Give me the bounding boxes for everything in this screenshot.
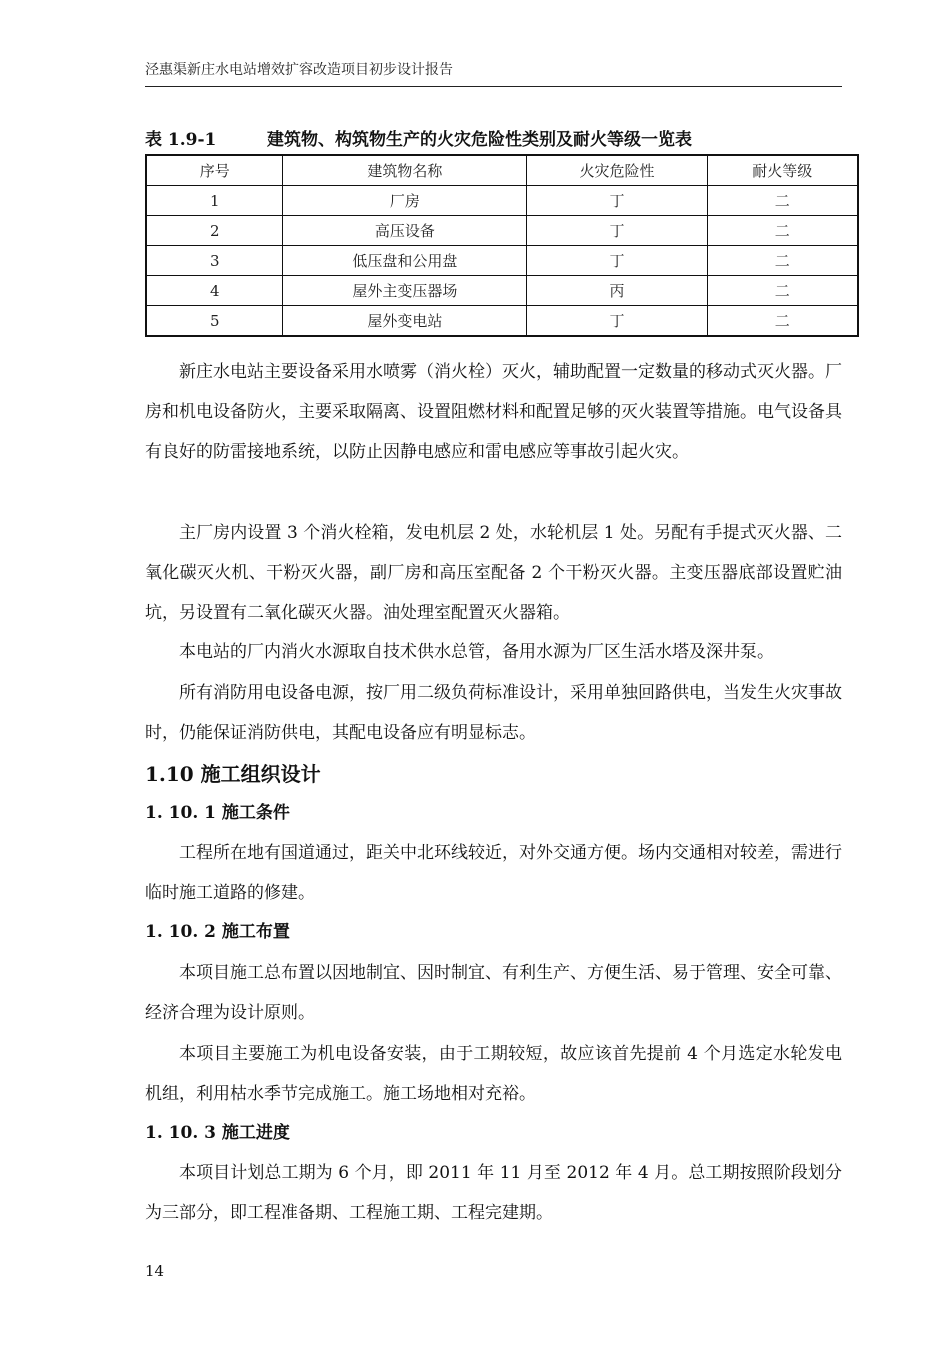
- subsection-heading-1-10-3: 1. 10. 3 施工进度: [145, 1123, 290, 1143]
- column-header: 耐火等级: [707, 155, 858, 186]
- table-cell: 二: [707, 216, 858, 246]
- table-cell: 5: [146, 306, 283, 337]
- table-cell: 二: [707, 306, 858, 337]
- table-cell: 屋外主变压器场: [283, 276, 527, 306]
- table-cell: 二: [707, 186, 858, 216]
- table-row: [146, 216, 858, 246]
- table-caption-title: 建筑物、构筑物生产的火灾危险性类别及耐火等级一览表: [267, 130, 692, 150]
- column-header: 火灾危险性: [527, 155, 707, 186]
- table-row: [146, 186, 858, 216]
- paragraph-construction-conditions: 工程所在地有国道通过，距关中北环线较近，对外交通方便。场内交通相对较差，需进行临时施工道路的修建。: [145, 843, 842, 903]
- table-cell: 屋外变电站: [283, 306, 527, 337]
- table-cell: 2: [146, 216, 283, 246]
- page-number: 14: [145, 1262, 165, 1280]
- subsection-heading-1-10-2: 1. 10. 2 施工布置: [145, 922, 290, 942]
- paragraph-schedule: 本项目计划总工期为 6 个月，即 2011 年 11 月至 2012 年 4 月。总工期按照阶段划分为三部分，即工程准备期、工程施工期、工程完建期。: [145, 1163, 842, 1223]
- table-cell: 丁: [527, 306, 707, 337]
- table-cell: 低压盘和公用盘: [283, 246, 527, 276]
- table-cell: 4: [146, 276, 283, 306]
- column-header: 建筑物名称: [283, 155, 527, 186]
- table-row: [146, 246, 858, 276]
- running-header: 泾惠渠新庄水电站增效扩容改造项目初步设计报告: [145, 62, 453, 78]
- table-cell: 丙: [527, 276, 707, 306]
- table-cell: 丁: [527, 186, 707, 216]
- table-cell: 3: [146, 246, 283, 276]
- table-caption: [145, 128, 842, 152]
- table-caption-number: 表 1.9-1: [145, 130, 217, 150]
- fire-hazard-table: [145, 154, 859, 337]
- table-cell: 丁: [527, 216, 707, 246]
- table-cell: 二: [707, 276, 858, 306]
- table-cell: 1: [146, 186, 283, 216]
- table-row: [146, 276, 858, 306]
- section-heading-1-10: 1.10 施工组织设计: [145, 762, 321, 786]
- table-header-row: [146, 155, 858, 186]
- table-cell: 二: [707, 246, 858, 276]
- paragraph-layout-principles: 本项目施工总布置以因地制宜、因时制宜、有利生产、方便生活、易于管理、安全可靠、经济合理为设计原则。: [145, 963, 842, 1023]
- header-rule: [145, 86, 842, 87]
- subsection-heading-1-10-1: 1. 10. 1 施工条件: [145, 803, 290, 823]
- column-header: 序号: [146, 155, 283, 186]
- paragraph-installation-plan: 本项目主要施工为机电设备安装，由于工期较短，故应该首先提前 4 个月选定水轮发电机组，利用枯水季节完成施工。施工场地相对充裕。: [145, 1044, 842, 1104]
- paragraph-hydrant-boxes: 主厂房内设置 3 个消火栓箱，发电机层 2 处，水轮机层 1 处。另配有手提式灭火器、二氧化碳灭火机、干粉灭火器，副厂房和高压室配备 2 个干粉灭火器。主变压器底部设置贮油坑，另设置有二氧化碳灭火器。油处理室配置灭火器箱。: [145, 523, 842, 623]
- paragraph-water-source: 本电站的厂内消火水源取自技术供水总管，备用水源为厂区生活水塔及深井泵。: [179, 642, 774, 662]
- table-cell: 厂房: [283, 186, 527, 216]
- table-row: [146, 306, 858, 337]
- table-cell: 高压设备: [283, 216, 527, 246]
- paragraph-power-supply: 所有消防用电设备电源，按厂用二级负荷标准设计，采用单独回路供电，当发生火灾事故时，仍能保证消防供电，其配电设备应有明显标志。: [145, 683, 842, 743]
- paragraph-fire-equipment: 新庄水电站主要设备采用水喷雾（消火栓）灭火，辅助配置一定数量的移动式灭火器。厂房和机电设备防火，主要采取隔离、设置阻燃材料和配置足够的灭火装置等措施。电气设备具有良好的防雷接地系统，以防止因静电感应和雷电感应等事故引起火灾。: [145, 362, 842, 462]
- table-cell: 丁: [527, 246, 707, 276]
